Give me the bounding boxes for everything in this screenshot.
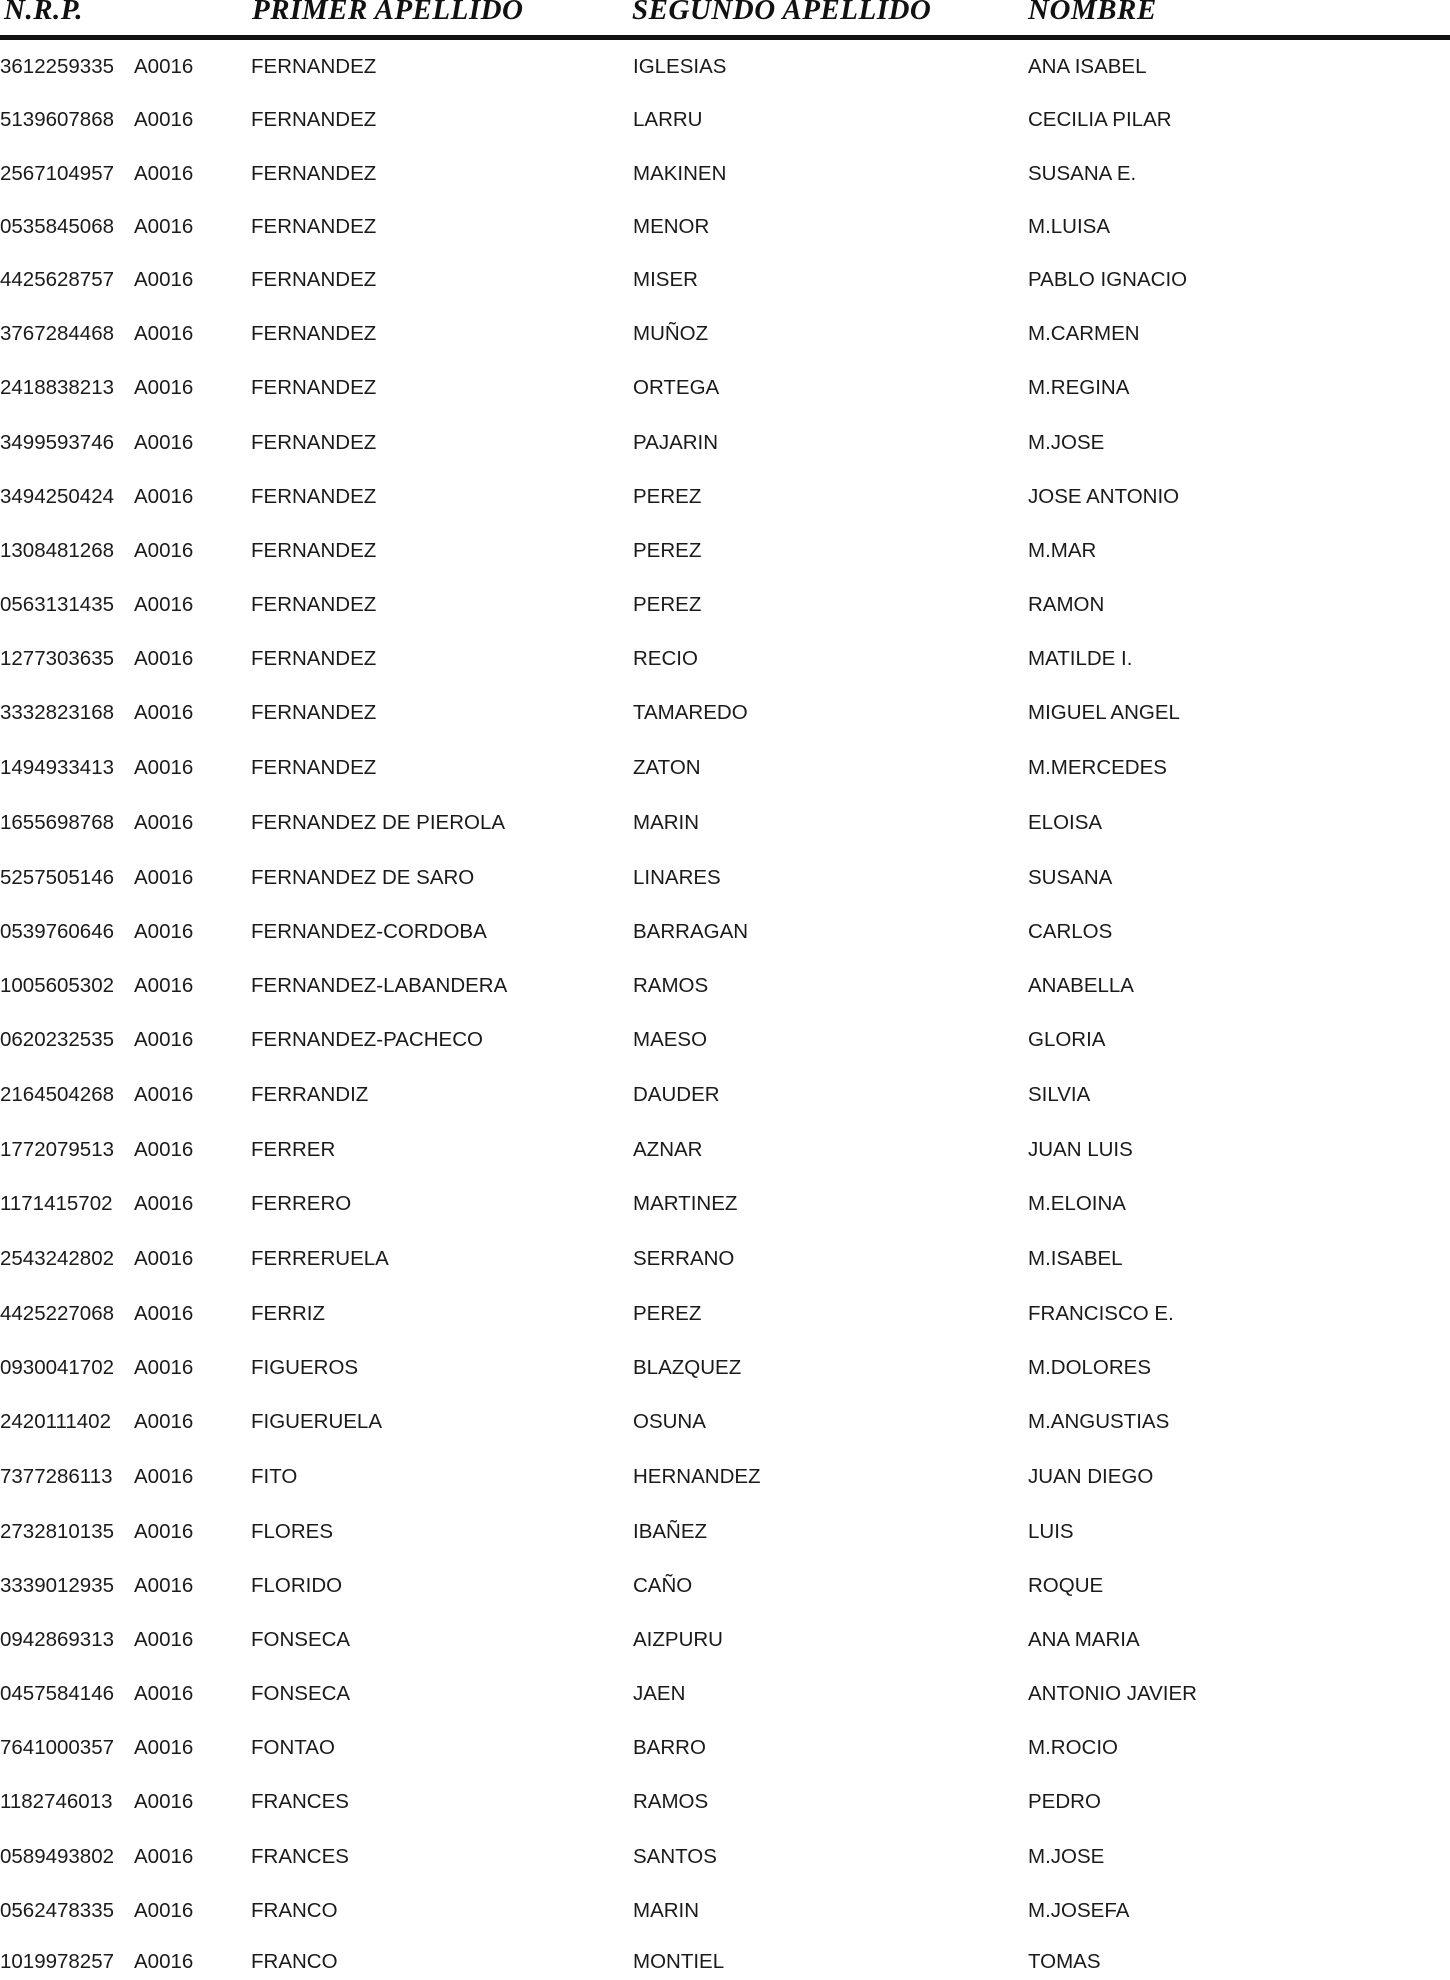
primer-apellido-cell: FERNANDEZ bbox=[251, 55, 377, 78]
code-cell: A0016 bbox=[134, 1736, 194, 1759]
code-cell: A0016 bbox=[134, 1899, 194, 1922]
column-header-primer-apellido: PRIMER APELLIDO bbox=[252, 0, 524, 26]
nrp-cell: 1772079513 bbox=[0, 1138, 115, 1161]
nrp-cell: 3612259335 bbox=[0, 55, 115, 78]
nombre-cell: JUAN DIEGO bbox=[1028, 1465, 1154, 1488]
nombre-cell: M.JOSEFA bbox=[1028, 1899, 1130, 1922]
nombre-cell: M.ELOINA bbox=[1028, 1192, 1126, 1215]
primer-apellido-cell: FERNANDEZ bbox=[251, 756, 377, 779]
nombre-cell: ELOISA bbox=[1028, 811, 1103, 834]
nombre-cell: CECILIA PILAR bbox=[1028, 108, 1172, 131]
code-cell: A0016 bbox=[134, 701, 194, 724]
segundo-apellido-cell: IBAÑEZ bbox=[633, 1520, 708, 1543]
primer-apellido-cell: FERNANDEZ bbox=[251, 431, 377, 454]
nombre-cell: RAMON bbox=[1028, 593, 1105, 616]
table-row bbox=[0, 1845, 1450, 1875]
nombre-cell: ANABELLA bbox=[1028, 974, 1134, 997]
nrp-cell: 0589493802 bbox=[0, 1845, 115, 1868]
primer-apellido-cell: FERNANDEZ bbox=[251, 268, 377, 291]
segundo-apellido-cell: MUÑOZ bbox=[633, 322, 709, 345]
segundo-apellido-cell: HERNANDEZ bbox=[633, 1465, 761, 1488]
table-row bbox=[0, 1682, 1450, 1712]
nrp-cell: 0620232535 bbox=[0, 1028, 115, 1051]
table-row bbox=[0, 108, 1450, 138]
nombre-cell: PEDRO bbox=[1028, 1790, 1101, 1813]
segundo-apellido-cell: SERRANO bbox=[633, 1247, 735, 1270]
code-cell: A0016 bbox=[134, 593, 194, 616]
nombre-cell: MIGUEL ANGEL bbox=[1028, 701, 1180, 724]
code-cell: A0016 bbox=[134, 1028, 194, 1051]
nombre-cell: JOSE ANTONIO bbox=[1028, 485, 1180, 508]
table-row bbox=[0, 1574, 1450, 1604]
code-cell: A0016 bbox=[134, 756, 194, 779]
code-cell: A0016 bbox=[134, 55, 194, 78]
segundo-apellido-cell: ORTEGA bbox=[633, 376, 720, 399]
nrp-cell: 0535845068 bbox=[0, 215, 115, 238]
primer-apellido-cell: FERNANDEZ DE SARO bbox=[251, 866, 475, 889]
segundo-apellido-cell: IGLESIAS bbox=[633, 55, 727, 78]
code-cell: A0016 bbox=[134, 1790, 194, 1813]
nombre-cell: ROQUE bbox=[1028, 1574, 1104, 1597]
nombre-cell: PABLO IGNACIO bbox=[1028, 268, 1188, 291]
segundo-apellido-cell: MARTINEZ bbox=[633, 1192, 738, 1215]
code-cell: A0016 bbox=[134, 1465, 194, 1488]
segundo-apellido-cell: PEREZ bbox=[633, 593, 702, 616]
code-cell: A0016 bbox=[134, 1950, 194, 1973]
code-cell: A0016 bbox=[134, 1845, 194, 1868]
table-row bbox=[0, 1356, 1450, 1386]
primer-apellido-cell: FERNANDEZ DE PIEROLA bbox=[251, 811, 506, 834]
nrp-cell: 1277303635 bbox=[0, 647, 115, 670]
primer-apellido-cell: FERNANDEZ bbox=[251, 376, 377, 399]
segundo-apellido-cell: MARIN bbox=[633, 1899, 700, 1922]
table-row bbox=[0, 756, 1450, 786]
nombre-cell: M.LUISA bbox=[1028, 215, 1111, 238]
primer-apellido-cell: FONSECA bbox=[251, 1628, 351, 1651]
nombre-cell: TOMAS bbox=[1028, 1950, 1101, 1973]
segundo-apellido-cell: SANTOS bbox=[633, 1845, 717, 1868]
nrp-cell: 7641000357 bbox=[0, 1736, 115, 1759]
nrp-cell: 2420111402 bbox=[0, 1410, 111, 1433]
table-row bbox=[0, 1192, 1450, 1222]
nombre-cell: GLORIA bbox=[1028, 1028, 1106, 1051]
code-cell: A0016 bbox=[134, 322, 194, 345]
nombre-cell: SUSANA bbox=[1028, 866, 1113, 889]
segundo-apellido-cell: BARRO bbox=[633, 1736, 706, 1759]
segundo-apellido-cell: PEREZ bbox=[633, 539, 702, 562]
table-row bbox=[0, 974, 1450, 1004]
nrp-cell: 0930041702 bbox=[0, 1356, 115, 1379]
segundo-apellido-cell: MISER bbox=[633, 268, 698, 291]
nombre-cell: FRANCISCO E. bbox=[1028, 1302, 1174, 1325]
table-row bbox=[0, 1138, 1450, 1168]
table-row bbox=[0, 431, 1450, 461]
code-cell: A0016 bbox=[134, 108, 194, 131]
table-row bbox=[0, 322, 1450, 352]
table-row bbox=[0, 485, 1450, 515]
nombre-cell: M.ROCIO bbox=[1028, 1736, 1118, 1759]
table-row bbox=[0, 1083, 1450, 1113]
table-row bbox=[0, 539, 1450, 569]
code-cell: A0016 bbox=[134, 1302, 194, 1325]
nombre-cell: M.REGINA bbox=[1028, 376, 1130, 399]
primer-apellido-cell: FITO bbox=[251, 1465, 298, 1488]
nombre-cell: MATILDE I. bbox=[1028, 647, 1133, 670]
primer-apellido-cell: FERNANDEZ bbox=[251, 647, 377, 670]
segundo-apellido-cell: RAMOS bbox=[633, 1790, 709, 1813]
code-cell: A0016 bbox=[134, 1356, 194, 1379]
code-cell: A0016 bbox=[134, 974, 194, 997]
segundo-apellido-cell: PAJARIN bbox=[633, 431, 719, 454]
code-cell: A0016 bbox=[134, 1138, 194, 1161]
nombre-cell: M.JOSE bbox=[1028, 431, 1105, 454]
nrp-cell: 0563131435 bbox=[0, 593, 115, 616]
segundo-apellido-cell: BARRAGAN bbox=[633, 920, 749, 943]
segundo-apellido-cell: ZATON bbox=[633, 756, 701, 779]
segundo-apellido-cell: AZNAR bbox=[633, 1138, 703, 1161]
nrp-cell: 3494250424 bbox=[0, 485, 115, 508]
primer-apellido-cell: FIGUEROS bbox=[251, 1356, 359, 1379]
primer-apellido-cell: FERRER bbox=[251, 1138, 336, 1161]
primer-apellido-cell: FERNANDEZ-CORDOBA bbox=[251, 920, 487, 943]
segundo-apellido-cell: RECIO bbox=[633, 647, 698, 670]
nrp-cell: 0942869313 bbox=[0, 1628, 115, 1651]
segundo-apellido-cell: LARRU bbox=[633, 108, 703, 131]
nombre-cell: ANA ISABEL bbox=[1028, 55, 1147, 78]
primer-apellido-cell: FERNANDEZ bbox=[251, 539, 377, 562]
nombre-cell: M.ANGUSTIAS bbox=[1028, 1410, 1170, 1433]
primer-apellido-cell: FERNANDEZ bbox=[251, 322, 377, 345]
table-row bbox=[0, 55, 1450, 85]
primer-apellido-cell: FERNANDEZ bbox=[251, 485, 377, 508]
segundo-apellido-cell: PEREZ bbox=[633, 1302, 702, 1325]
nombre-cell: M.CARMEN bbox=[1028, 322, 1140, 345]
nombre-cell: ANA MARIA bbox=[1028, 1628, 1140, 1651]
code-cell: A0016 bbox=[134, 1520, 194, 1543]
table-row bbox=[0, 701, 1450, 731]
nrp-cell: 3767284468 bbox=[0, 322, 115, 345]
segundo-apellido-cell: LINARES bbox=[633, 866, 721, 889]
primer-apellido-cell: FERRERO bbox=[251, 1192, 352, 1215]
table-row bbox=[0, 1247, 1450, 1277]
segundo-apellido-cell: MARIN bbox=[633, 811, 700, 834]
primer-apellido-cell: FIGUERUELA bbox=[251, 1410, 382, 1433]
nrp-cell: 3332823168 bbox=[0, 701, 115, 724]
segundo-apellido-cell: PEREZ bbox=[633, 485, 702, 508]
code-cell: A0016 bbox=[134, 920, 194, 943]
primer-apellido-cell: FRANCO bbox=[251, 1950, 338, 1973]
table-row bbox=[0, 1628, 1450, 1658]
segundo-apellido-cell: DAUDER bbox=[633, 1083, 720, 1106]
table-row bbox=[0, 1520, 1450, 1550]
table-row bbox=[0, 1465, 1450, 1495]
nrp-cell: 7377286113 bbox=[0, 1465, 113, 1488]
table-row bbox=[0, 1790, 1450, 1820]
nrp-cell: 5139607868 bbox=[0, 108, 115, 131]
nrp-cell: 2732810135 bbox=[0, 1520, 115, 1543]
primer-apellido-cell: FERNANDEZ-LABANDERA bbox=[251, 974, 508, 997]
nrp-cell: 1182746013 bbox=[0, 1790, 113, 1813]
segundo-apellido-cell: JAEN bbox=[633, 1682, 686, 1705]
primer-apellido-cell: FERRANDIZ bbox=[251, 1083, 369, 1106]
column-header-segundo-apellido: SEGUNDO APELLIDO bbox=[632, 0, 932, 26]
table-row bbox=[0, 376, 1450, 406]
segundo-apellido-cell: MAESO bbox=[633, 1028, 708, 1051]
nombre-cell: M.ISABEL bbox=[1028, 1247, 1123, 1270]
code-cell: A0016 bbox=[134, 162, 194, 185]
code-cell: A0016 bbox=[134, 1410, 194, 1433]
table-row bbox=[0, 1410, 1450, 1440]
table-row bbox=[0, 866, 1450, 896]
primer-apellido-cell: FLORIDO bbox=[251, 1574, 343, 1597]
segundo-apellido-cell: OSUNA bbox=[633, 1410, 706, 1433]
segundo-apellido-cell: AIZPURU bbox=[633, 1628, 723, 1651]
nrp-cell: 0562478335 bbox=[0, 1899, 115, 1922]
segundo-apellido-cell: RAMOS bbox=[633, 974, 709, 997]
nombre-cell: M.MERCEDES bbox=[1028, 756, 1167, 779]
code-cell: A0016 bbox=[134, 539, 194, 562]
primer-apellido-cell: FRANCES bbox=[251, 1845, 349, 1868]
table-row bbox=[0, 1899, 1450, 1929]
code-cell: A0016 bbox=[134, 1682, 194, 1705]
primer-apellido-cell: FRANCES bbox=[251, 1790, 349, 1813]
table-row bbox=[0, 593, 1450, 623]
nrp-cell: 1019978257 bbox=[0, 1950, 115, 1973]
segundo-apellido-cell: MAKINEN bbox=[633, 162, 727, 185]
primer-apellido-cell: FERRIZ bbox=[251, 1302, 326, 1325]
table-row bbox=[0, 811, 1450, 841]
nrp-cell: 4425227068 bbox=[0, 1302, 115, 1325]
table-row bbox=[0, 1302, 1450, 1332]
code-cell: A0016 bbox=[134, 811, 194, 834]
primer-apellido-cell: FONTAO bbox=[251, 1736, 335, 1759]
table-row bbox=[0, 1736, 1450, 1766]
nrp-cell: 1005605302 bbox=[0, 974, 115, 997]
primer-apellido-cell: FERNANDEZ bbox=[251, 701, 377, 724]
nrp-cell: 5257505146 bbox=[0, 866, 115, 889]
nrp-cell: 0457584146 bbox=[0, 1682, 115, 1705]
code-cell: A0016 bbox=[134, 431, 194, 454]
segundo-apellido-cell: CAÑO bbox=[633, 1574, 693, 1597]
code-cell: A0016 bbox=[134, 866, 194, 889]
nrp-cell: 0539760646 bbox=[0, 920, 115, 943]
code-cell: A0016 bbox=[134, 485, 194, 508]
nrp-cell: 1655698768 bbox=[0, 811, 115, 834]
nombre-cell: LUIS bbox=[1028, 1520, 1074, 1543]
code-cell: A0016 bbox=[134, 1083, 194, 1106]
code-cell: A0016 bbox=[134, 215, 194, 238]
code-cell: A0016 bbox=[134, 1628, 194, 1651]
nrp-cell: 1308481268 bbox=[0, 539, 115, 562]
nombre-cell: ANTONIO JAVIER bbox=[1028, 1682, 1197, 1705]
primer-apellido-cell: FERNANDEZ bbox=[251, 162, 377, 185]
table-row bbox=[0, 162, 1450, 192]
code-cell: A0016 bbox=[134, 1192, 194, 1215]
primer-apellido-cell: FERNANDEZ-PACHECO bbox=[251, 1028, 483, 1051]
column-header-nrp: N.R.P. bbox=[4, 0, 84, 26]
nrp-cell: 4425628757 bbox=[0, 268, 115, 291]
nrp-cell: 2543242802 bbox=[0, 1247, 115, 1270]
nombre-cell: M.JOSE bbox=[1028, 1845, 1105, 1868]
primer-apellido-cell: FLORES bbox=[251, 1520, 334, 1543]
nrp-cell: 2567104957 bbox=[0, 162, 115, 185]
nrp-cell: 1494933413 bbox=[0, 756, 115, 779]
code-cell: A0016 bbox=[134, 268, 194, 291]
nombre-cell: JUAN LUIS bbox=[1028, 1138, 1133, 1161]
table-row bbox=[0, 920, 1450, 950]
nrp-cell: 1171415702 bbox=[0, 1192, 113, 1215]
primer-apellido-cell: FERRERUELA bbox=[251, 1247, 389, 1270]
code-cell: A0016 bbox=[134, 647, 194, 670]
segundo-apellido-cell: TAMAREDO bbox=[633, 701, 748, 724]
table-row bbox=[0, 215, 1450, 245]
primer-apellido-cell: FERNANDEZ bbox=[251, 215, 377, 238]
segundo-apellido-cell: BLAZQUEZ bbox=[633, 1356, 742, 1379]
code-cell: A0016 bbox=[134, 1247, 194, 1270]
primer-apellido-cell: FERNANDEZ bbox=[251, 108, 377, 131]
table-row bbox=[0, 1028, 1450, 1058]
code-cell: A0016 bbox=[134, 1574, 194, 1597]
nombre-cell: CARLOS bbox=[1028, 920, 1113, 943]
nrp-cell: 2418838213 bbox=[0, 376, 115, 399]
table-row bbox=[0, 647, 1450, 677]
column-header-nombre: NOMBRE bbox=[1028, 0, 1157, 26]
nombre-cell: M.MAR bbox=[1028, 539, 1097, 562]
nombre-cell: SILVIA bbox=[1028, 1083, 1091, 1106]
nombre-cell: SUSANA E. bbox=[1028, 162, 1137, 185]
primer-apellido-cell: FRANCO bbox=[251, 1899, 338, 1922]
primer-apellido-cell: FONSECA bbox=[251, 1682, 351, 1705]
nrp-cell: 2164504268 bbox=[0, 1083, 115, 1106]
primer-apellido-cell: FERNANDEZ bbox=[251, 593, 377, 616]
table-row bbox=[0, 268, 1450, 298]
segundo-apellido-cell: MONTIEL bbox=[633, 1950, 725, 1973]
segundo-apellido-cell: MENOR bbox=[633, 215, 710, 238]
code-cell: A0016 bbox=[134, 376, 194, 399]
nrp-cell: 3499593746 bbox=[0, 431, 115, 454]
nombre-cell: M.DOLORES bbox=[1028, 1356, 1152, 1379]
nrp-cell: 3339012935 bbox=[0, 1574, 115, 1597]
